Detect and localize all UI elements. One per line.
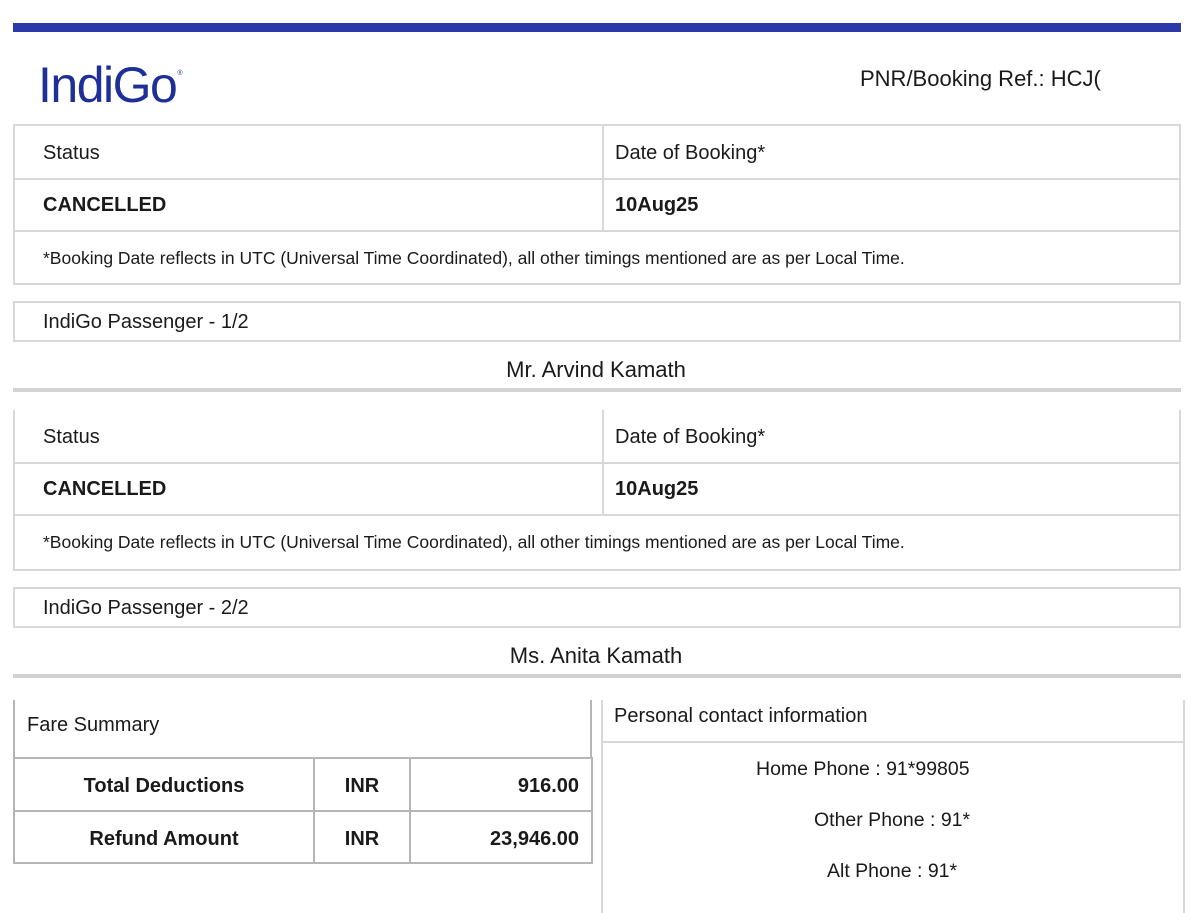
fare-row-currency: INR — [344, 775, 380, 797]
other-phone: Other Phone : 91* — [814, 809, 971, 831]
status-label: Status — [43, 142, 100, 164]
passenger-name: Ms. Anita Kamath — [509, 643, 683, 668]
top-brand-bar — [13, 23, 1181, 32]
passenger-header-2 — [13, 587, 1181, 628]
alt-phone: Alt Phone : 91* — [827, 860, 958, 882]
date-of-booking-label: Date of Booking* — [615, 142, 766, 164]
logo-registered-mark: ® — [177, 70, 183, 77]
section-divider — [13, 674, 1181, 678]
status-label: Status — [43, 426, 100, 448]
fare-row-label: Total Deductions — [83, 775, 245, 797]
indigo-logo — [38, 56, 182, 114]
fare-summary-title: Fare Summary — [27, 714, 160, 736]
section-divider — [13, 388, 1181, 392]
passenger-name: Mr. Arvind Kamath — [506, 357, 686, 382]
date-of-booking-value: 10Aug25 — [615, 478, 699, 500]
contact-left-edge — [601, 700, 603, 913]
pnr-booking-ref: PNR/Booking Ref.: HCJ( — [860, 66, 1101, 91]
fare-summary-left-edge — [13, 700, 15, 758]
date-of-booking-value: 10Aug25 — [615, 194, 699, 216]
fare-row-currency: INR — [344, 828, 380, 850]
fare-row-label: Refund Amount — [89, 828, 239, 850]
fare-row-amount: 916.00 — [517, 775, 579, 797]
utc-note: *Booking Date reflects in UTC (Universal Time Coordinated), all other timings mentioned are as per Local Time. — [43, 532, 905, 552]
utc-note: *Booking Date reflects in UTC (Universal Time Coordinated), all other timings mentioned are as per Local Time. — [43, 248, 905, 268]
booking-status-table-2 — [13, 410, 1181, 571]
booking-status-table-1 — [13, 124, 1181, 285]
contact-right-edge — [1183, 700, 1185, 913]
fare-row-amount: 23,946.00 — [490, 828, 579, 850]
contact-header-divider — [603, 741, 1183, 743]
fare-summary-table — [13, 757, 593, 864]
status-value: CANCELLED — [43, 478, 167, 500]
contact-title: Personal contact information — [614, 705, 868, 727]
home-phone: Home Phone : 91*99805 — [756, 758, 970, 780]
fare-summary-right-edge — [590, 700, 592, 758]
logo-text: IndiGo — [38, 57, 177, 113]
passenger-label: IndiGo Passenger - 1/2 — [43, 311, 249, 333]
passenger-header-1 — [13, 301, 1181, 342]
passenger-label: IndiGo Passenger - 2/2 — [43, 597, 249, 619]
status-value: CANCELLED — [43, 194, 167, 216]
date-of-booking-label: Date of Booking* — [615, 426, 766, 448]
